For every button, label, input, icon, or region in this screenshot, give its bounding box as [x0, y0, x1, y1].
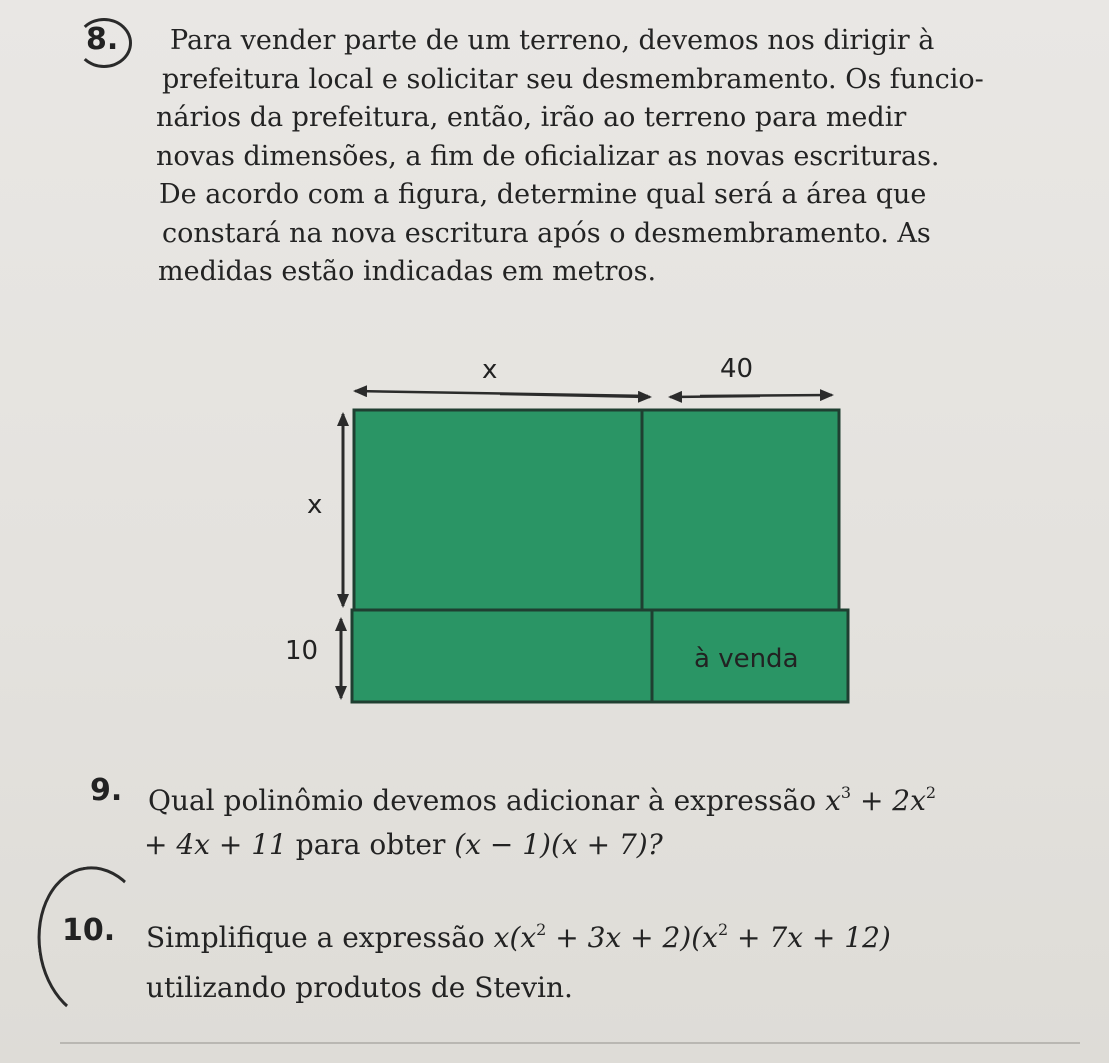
problem-10-line-2: utilizando produtos de Stevin. — [146, 971, 573, 1004]
problem-10-line-1 — [146, 905, 891, 963]
problem-9-expr-b-base: + 2x — [851, 784, 926, 817]
problem-8-line-5: De acordo com a figura, determine qual será a área que — [159, 179, 927, 210]
problem-8-line-6: constará na nova escritura após o desmembramento. As — [162, 217, 931, 249]
problem-8-line-2: prefeitura local e solicitar seu desmembramento. Os funcio- — [162, 63, 984, 95]
problem-9-line-2 — [144, 823, 936, 867]
problem-10-exponent-1: 2 — [536, 920, 547, 939]
problem-10-text — [146, 905, 891, 1013]
problem-9-expr-a-exponent: 3 — [840, 783, 852, 802]
problem-10-expression — [494, 921, 891, 954]
problem-10-expr-part-3: + 7x + 12) — [728, 921, 891, 954]
problem-8-line-3: nários da prefeitura, então, irão ao terreno para medir — [156, 102, 907, 133]
problem-9-expr-b-exponent: 2 — [925, 783, 937, 802]
problem-10-expr-part-2: + 3x + 2)(x — [546, 921, 718, 954]
problem-8-line-4: novas dimensões, a fim de oficializar as novas escrituras. — [156, 140, 940, 172]
problem-10-exponent-2: 2 — [717, 920, 729, 939]
problem-9-obtain-text: para obter — [295, 828, 446, 861]
problem-9-text — [144, 771, 937, 867]
land-plot-main — [354, 410, 642, 610]
problem-9-expression-c: + 4x + 11 — [144, 828, 287, 861]
left-10-label: 10 — [285, 636, 319, 666]
top-40-label: 40 — [720, 354, 754, 384]
problem-9-line-1 — [148, 771, 936, 823]
problem-9-expression-a — [825, 784, 936, 817]
problem-10-number: 10. — [62, 913, 116, 948]
problem-10-expr-part-1: x(x — [493, 921, 537, 954]
problem-8-number: 8. — [86, 22, 119, 57]
problem-9-expr-a-base: x — [825, 784, 841, 817]
left-x-label: x — [307, 490, 323, 520]
land-plot-bottom-left — [352, 610, 652, 702]
sale-label: à venda — [694, 644, 799, 674]
problem-8-line-1: Para vender parte de um terreno, devemos nos dirigir à — [170, 25, 935, 56]
problem-10-instruction: Simplifique a expressão — [146, 921, 485, 954]
page-divider — [60, 1042, 1080, 1044]
land-plot-right — [642, 410, 839, 610]
problem-8-line-7: medidas estão indicadas em metros. — [158, 256, 657, 287]
top-40-dimension-arrow-right — [700, 395, 832, 396]
problem-9-number: 9. — [90, 773, 123, 808]
problem-9-result-expression: (x − 1)(x + 7)? — [454, 828, 663, 861]
problem-9-question: Qual polinômio devemos adicionar à expressão — [148, 784, 817, 817]
top-x-label: x — [482, 355, 498, 385]
